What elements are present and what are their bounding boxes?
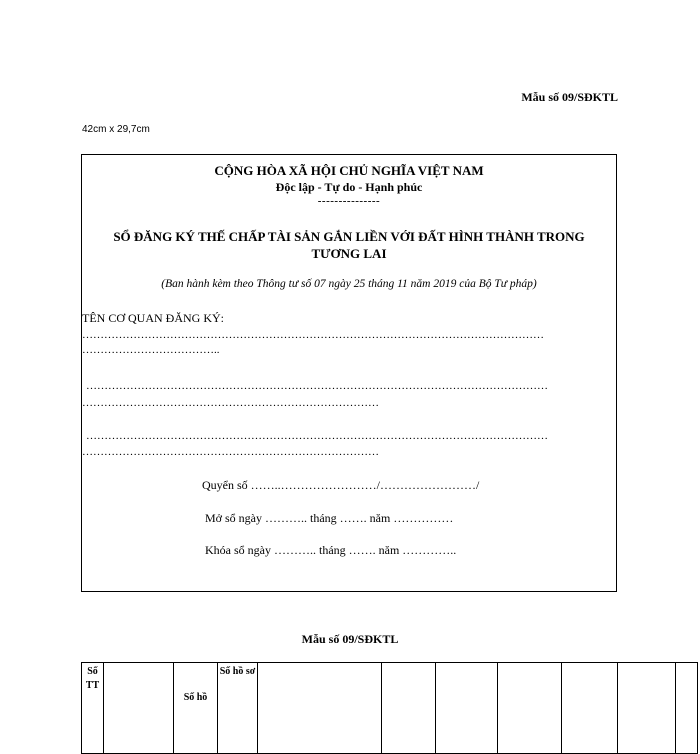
book-title-line2: TƯƠNG LAI bbox=[311, 246, 387, 261]
column-header bbox=[382, 663, 436, 754]
column-header bbox=[498, 663, 562, 754]
column-header bbox=[562, 663, 618, 754]
agency-dots-line: ……………………………………………………………………………………………………………… bbox=[86, 430, 548, 442]
motto-rule: --------------- bbox=[317, 195, 381, 207]
agency-dots-line: ……………………………………………………………………………………………………………… bbox=[86, 380, 548, 392]
book-cover-frame bbox=[81, 154, 617, 592]
agency-label: TÊN CƠ QUAN ĐĂNG KÝ: bbox=[82, 311, 224, 325]
form-code-top: Mẫu số 09/SĐKTL bbox=[521, 90, 618, 104]
column-header: Số TT bbox=[82, 663, 104, 754]
form-code-register: Mẫu số 09/SĐKTL bbox=[301, 632, 399, 646]
book-title-line1: SỔ ĐĂNG KÝ THẾ CHẤP TÀI SẢN GẮN LIỀN VỚI ĐẤT HÌNH THÀNH TRONG bbox=[113, 229, 585, 244]
table-header-row bbox=[82, 663, 698, 754]
agency-dots-line: ……………………………………………………………………………………………………………… bbox=[82, 329, 544, 341]
motto: Độc lập - Tự do - Hạnh phúc bbox=[275, 180, 423, 194]
volume-number-field: Quyển số ……..……………………/……………………/ bbox=[202, 478, 480, 492]
issued-note: (Ban hành kèm theo Thông tư số 07 ngày 25 tháng 11 năm 2019 của Bộ Tư pháp) bbox=[161, 278, 537, 290]
agency-dots-line: ……………………………………………………………………… bbox=[82, 446, 379, 458]
column-header bbox=[104, 663, 174, 754]
agency-dots-line: ……………………………….. bbox=[82, 344, 220, 356]
paper-size-note: 42cm x 29,7cm bbox=[82, 124, 150, 135]
agency-dots-line: ……………………………………………………………………… bbox=[82, 397, 379, 409]
column-header bbox=[258, 663, 382, 754]
column-header: Số hồ bbox=[174, 663, 218, 754]
column-header bbox=[436, 663, 498, 754]
nation-heading: CỘNG HÒA XÃ HỘI CHỦ NGHĨA VIỆT NAM bbox=[214, 163, 484, 178]
close-date-field: Khóa sổ ngày ……….. tháng ……. năm ………….. bbox=[205, 543, 457, 557]
column-header bbox=[676, 663, 698, 754]
column-header bbox=[618, 663, 676, 754]
register-table bbox=[81, 662, 698, 754]
column-header: Số hồ sơ bbox=[218, 663, 258, 754]
open-date-field: Mở sổ ngày ……….. tháng ……. năm …………… bbox=[205, 511, 454, 525]
